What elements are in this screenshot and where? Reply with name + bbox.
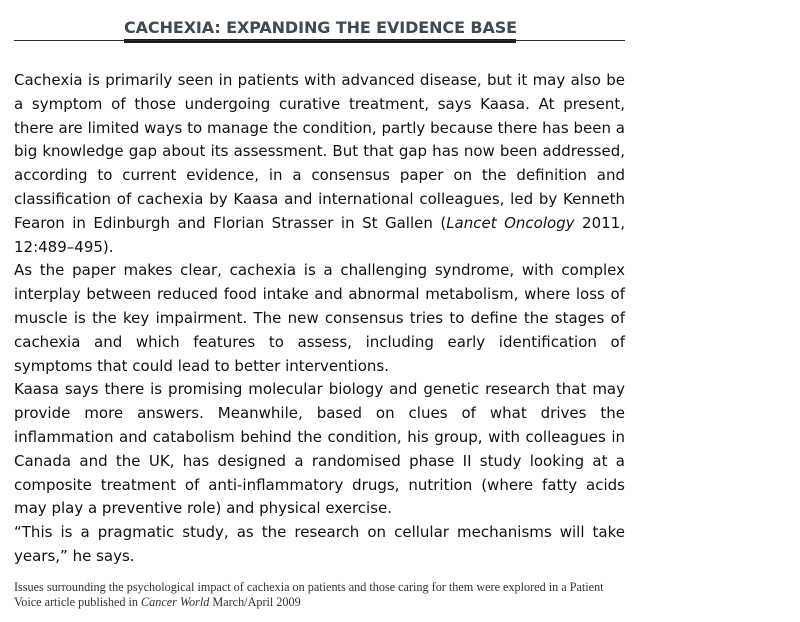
paragraph-4: “This is a pragmatic study, as the research on cellular mechanisms will take years,” he says.: [14, 523, 625, 565]
paragraph-1-text: Cachexia is primarily seen in patients with advanced disease, but it may also be a symptom of those undergoing curative treatment, says Kaasa. At present, there are limited ways to manage the condition, partly because there has been a big knowledge gap about its assessment. But that gap has now been addressed, according to current evidence, in a consensus paper on the definition and classification of cachexia by Kaasa and international colleagues, led by Kenneth Fearon in Edinburgh and Florian Strasser in St Gallen (: [14, 71, 625, 232]
sidebar-header: [14, 14, 625, 46]
section-title: CACHEXIA: EXPANDING THE EVIDENCE BASE: [124, 18, 517, 37]
caption: [14, 580, 625, 610]
caption-publication: Cancer World: [141, 595, 210, 609]
paragraph-3: Kaasa says there is promising molecular biology and genetic research that may provide more answers. Meanwhile, based on clues of what drives the inflammation and catabolism behind the condition, his group, with colleagues in Canada and the UK, has designed a randomised phase II study looking at a composite treatment of anti-inflammatory drugs, nutrition (where fatty acids may play a preventive role) and physical exercise.: [14, 380, 625, 518]
caption-date: March/April 2009: [209, 595, 301, 609]
citation-text: 2011, 12:489–495).: [14, 213, 625, 256]
caption-text: Issues surrounding the psychological impact of cachexia on patients and those caring for them were explored in a Patient Voice article published in: [14, 580, 604, 609]
paragraph-2: As the paper makes clear, cachexia is a challenging syndrome, with complex interplay between reduced food intake and abnormal metabolism, where loss of muscle is the key impairment. The new consensus tries to define the stages of cachexia and which features to assess, including early identification of symptoms that could lead to better interventions.: [14, 261, 625, 375]
paragraph-1: [14, 69, 625, 259]
header-rule: [14, 40, 625, 41]
journal-name: Lancet Oncology: [446, 213, 575, 232]
article-body: [14, 69, 625, 569]
